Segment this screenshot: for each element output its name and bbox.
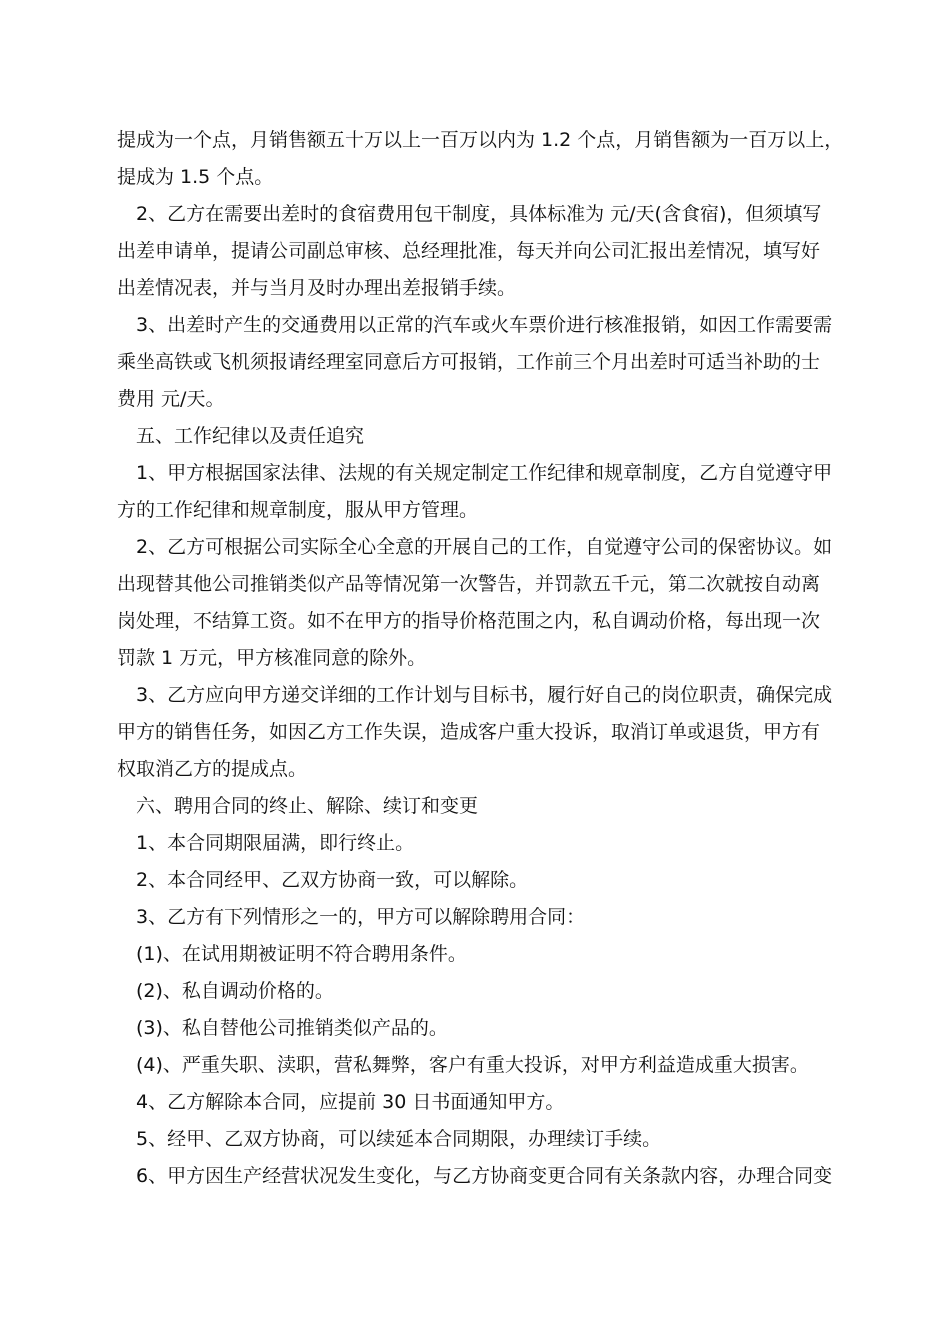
text-line: 3、乙方有下列情形之一的，甲方可以解除聘用合同： [136, 906, 586, 928]
text-line: 1、甲方根据国家法律、法规的有关规定制定工作纪律和规章制度，乙方自觉遵守甲 [136, 462, 833, 484]
text-line: 提成为一个点，月销售额五十万以上一百万以内为 1.2 个点，月销售额为一百万以上， [117, 129, 844, 151]
text-line: 2、本合同经甲、乙双方协商一致，可以解除。 [136, 869, 529, 891]
text-line: 出差申请单，提请公司副总审核、总经理批准，每天并向公司汇报出差情况，填写好 [117, 240, 821, 262]
text-line: 2、乙方可根据公司实际全心全意的开展自己的工作，自觉遵守公司的保密协议。如 [136, 536, 833, 558]
text-line: 甲方的销售任务，如因乙方工作失误，造成客户重大投诉，取消订单或退货，甲方有 [117, 721, 821, 743]
text-line: 3、乙方应向甲方递交详细的工作计划与目标书，履行好自己的岗位职责，确保完成 [136, 684, 833, 706]
text-line: (3)、私自替他公司推销类似产品的。 [136, 1017, 448, 1039]
text-line: 乘坐高铁或飞机须报请经理室同意后方可报销，工作前三个月出差时可适当补助的士 [117, 351, 821, 373]
text-line: 2、乙方在需要出差时的食宿费用包干制度，具体标准为 元/天(含食宿)，但须填写 [136, 203, 822, 225]
text-line: 岗处理，不结算工资。如不在甲方的指导价格范围之内，私自调动价格，每出现一次 [117, 610, 821, 632]
text-line: (1)、在试用期被证明不符合聘用条件。 [136, 943, 467, 965]
text-line: (4)、严重失职、渎职，营私舞弊，客户有重大投诉，对甲方利益造成重大损害。 [136, 1054, 809, 1076]
text-line: 权取消乙方的提成点。 [117, 758, 308, 780]
text-line: 4、乙方解除本合同，应提前 30 日书面通知甲方。 [136, 1091, 565, 1113]
text-line: 六、聘用合同的终止、解除、续订和变更 [136, 795, 479, 817]
text-line: 方的工作纪律和规章制度，服从甲方管理。 [117, 499, 479, 521]
text-line: 费用 元/天。 [117, 388, 225, 410]
text-line: 提成为 1.5 个点。 [117, 166, 274, 188]
text-line: 出差情况表，并与当月及时办理出差报销手续。 [117, 277, 517, 299]
text-line: 1、本合同期限届满，即行终止。 [136, 832, 415, 854]
text-line: 出现替其他公司推销类似产品等情况第一次警告，并罚款五千元，第二次就按自动离 [117, 573, 821, 595]
text-line: 3、出差时产生的交通费用以正常的汽车或火车票价进行核准报销，如因工作需要需 [136, 314, 833, 336]
document-body [117, 122, 857, 1195]
text-line: 5、经甲、乙双方协商，可以续延本合同期限，办理续订手续。 [136, 1128, 662, 1150]
text-line: (2)、私自调动价格的。 [136, 980, 334, 1002]
text-line: 罚款 1 万元，甲方核准同意的除外。 [117, 647, 427, 669]
text-line: 6、甲方因生产经营状况发生变化，与乙方协商变更合同有关条款内容，办理合同变 [136, 1165, 833, 1187]
text-line: 五、工作纪律以及责任追究 [136, 425, 365, 447]
